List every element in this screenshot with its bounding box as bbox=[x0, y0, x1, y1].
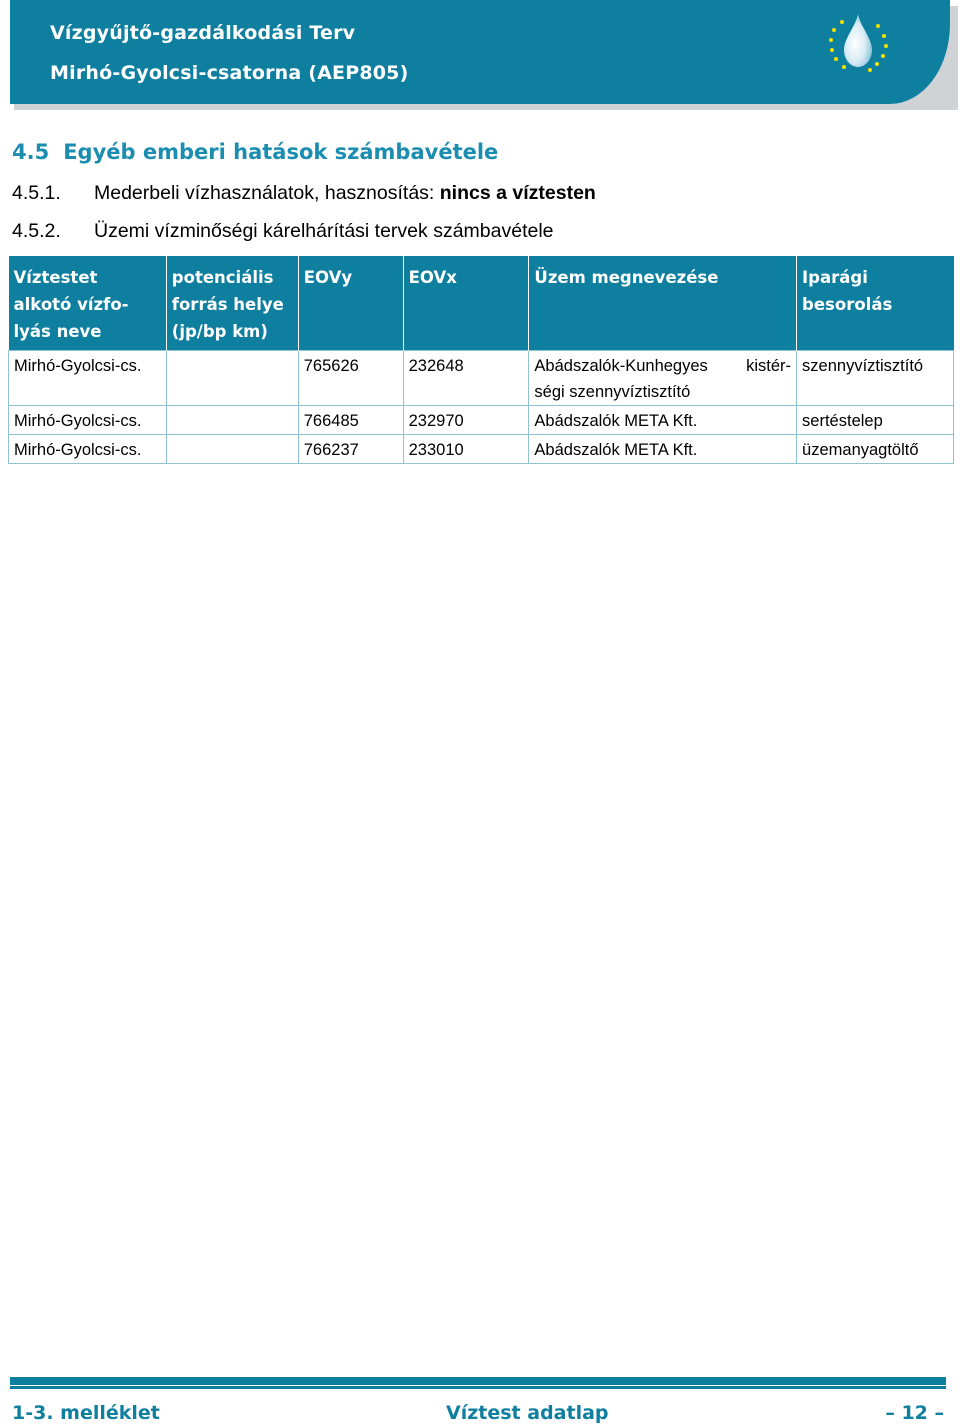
subsection-number-1: 4.5.1. bbox=[12, 182, 61, 204]
subsection-heading-2 bbox=[12, 220, 554, 243]
cell-name: Mirhó-Gyolcsi-cs. bbox=[9, 350, 167, 405]
section-heading bbox=[12, 140, 498, 164]
section-number: 4.5 bbox=[12, 140, 50, 164]
footer-doc-type: Víztest adatlap bbox=[446, 1402, 609, 1424]
header-eovx: EOVx bbox=[403, 256, 529, 350]
water-drop-eu-stars-icon bbox=[822, 12, 892, 76]
table-header-row bbox=[9, 256, 954, 350]
table-row bbox=[9, 350, 954, 405]
cell-category: sertéstelep bbox=[797, 405, 954, 434]
document-subtitle: Mirhó-Gyolcsi-csatorna (AEP805) bbox=[50, 62, 409, 84]
table-row bbox=[9, 405, 954, 434]
cell-name: Mirhó-Gyolcsi-cs. bbox=[9, 434, 167, 463]
header-eovy: EOVy bbox=[298, 256, 403, 350]
footer-rule bbox=[10, 1377, 946, 1385]
header-banner bbox=[10, 0, 950, 104]
cell-name: Mirhó-Gyolcsi-cs. bbox=[9, 405, 167, 434]
cell-category: szennyvíztisztító bbox=[797, 350, 954, 405]
cell-eovx: 232648 bbox=[403, 350, 529, 405]
plant-table bbox=[8, 256, 954, 464]
header-location: potenciális forrás helye (jp/bp km) bbox=[166, 256, 298, 350]
cell-plant: Abádszalók-Kunhegyes kistér- ségi szennyvíztisztító bbox=[529, 350, 797, 405]
footer-annex: 1-3. melléklet bbox=[12, 1402, 160, 1424]
cell-plant: Abádszalók META Kft. bbox=[529, 434, 797, 463]
subsection-bold-1: nincs a víztesten bbox=[439, 182, 596, 204]
subsection-text-2: Üzemi vízminőségi kárelhárítási tervek számbavétele bbox=[94, 220, 554, 242]
subsection-heading-1 bbox=[12, 182, 596, 205]
document-title: Vízgyűjtő-gazdálkodási Terv bbox=[50, 22, 356, 44]
table-row bbox=[9, 434, 954, 463]
header-plant: Üzem megnevezése bbox=[529, 256, 797, 350]
section-title: Egyéb emberi hatások számbavétele bbox=[63, 140, 499, 164]
header-waterbody: Víztestet alkotó vízfo- lyás neve bbox=[9, 256, 167, 350]
subsection-text-1: Mederbeli vízhasználatok, hasznosítás: bbox=[94, 182, 440, 204]
cell-location bbox=[166, 350, 298, 405]
cell-eovx: 233010 bbox=[403, 434, 529, 463]
cell-eovy: 766485 bbox=[298, 405, 403, 434]
cell-category: üzemanyagtöltő bbox=[797, 434, 954, 463]
footer-rule-thin bbox=[10, 1386, 946, 1389]
header-category: Iparági besorolás bbox=[797, 256, 954, 350]
subsection-number-2: 4.5.2. bbox=[12, 220, 61, 242]
cell-eovx: 232970 bbox=[403, 405, 529, 434]
cell-eovy: 766237 bbox=[298, 434, 403, 463]
page-number: – 12 – bbox=[885, 1402, 944, 1424]
cell-location bbox=[166, 434, 298, 463]
cell-plant: Abádszalók META Kft. bbox=[529, 405, 797, 434]
cell-location bbox=[166, 405, 298, 434]
cell-eovy: 765626 bbox=[298, 350, 403, 405]
